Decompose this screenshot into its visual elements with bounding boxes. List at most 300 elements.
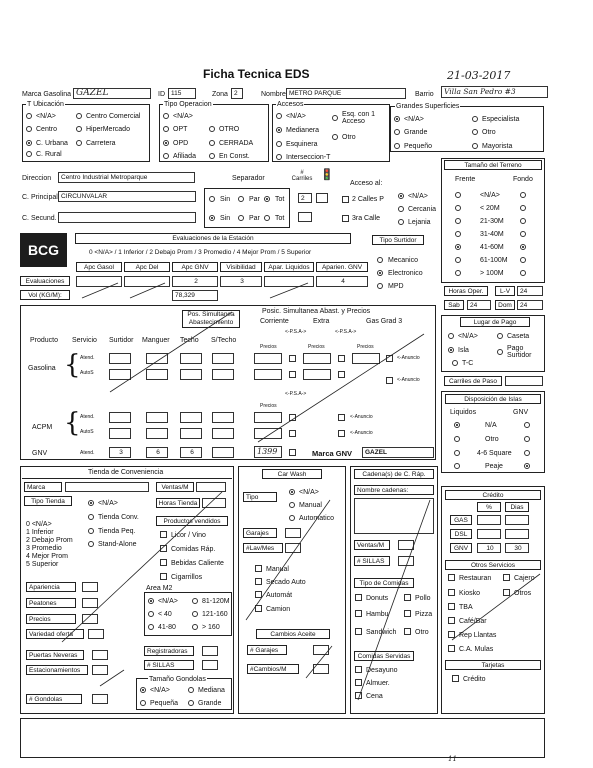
- acpm-atend-1[interactable]: [109, 412, 131, 423]
- acc-esq-radio[interactable]: [332, 115, 338, 121]
- tipo-tienda-label: Tipo Tienda: [24, 496, 72, 506]
- op-cerrada-radio[interactable]: [209, 140, 215, 146]
- isla-liq-0[interactable]: [454, 422, 460, 428]
- gs-na-radio[interactable]: [394, 116, 400, 122]
- prod-bebidas-label: Bebidas Caliente: [171, 560, 224, 567]
- isla-gnv-3[interactable]: [524, 463, 530, 469]
- area-160-radio[interactable]: [192, 624, 198, 630]
- isla-liq-1[interactable]: [454, 436, 460, 442]
- op-const-radio[interactable]: [209, 153, 215, 159]
- gas-price-2[interactable]: [303, 353, 331, 364]
- otros-title: Otros Servicios: [445, 560, 541, 570]
- credito-gas-dias[interactable]: [505, 515, 529, 525]
- c-principal-field[interactable]: CIRCUNVALAR: [58, 191, 196, 202]
- prod-licor-label: Licor / Vino: [171, 532, 206, 539]
- cw-manual-label: Manual: [299, 502, 322, 509]
- eval-col-1: Apc Del: [124, 262, 170, 272]
- cw-lavmes-label: #Lav/Mes: [243, 543, 283, 553]
- id-field[interactable]: 115: [168, 88, 196, 99]
- ubic-rural-radio[interactable]: [26, 151, 32, 157]
- otros-llantas: Rep Llantas: [459, 632, 497, 639]
- gas-anuncio-1: <-Anuncio: [397, 355, 420, 361]
- isla-gnv-1[interactable]: [524, 436, 530, 442]
- terreno-row-6: > 100M: [480, 270, 504, 277]
- op-afiliada-label: Afiliada: [173, 153, 196, 160]
- grandes-title: Grandes Superficies: [396, 103, 460, 110]
- comida-sandwich-check[interactable]: [355, 628, 362, 635]
- neveras-field[interactable]: [92, 650, 108, 660]
- cadenas-nombre-label: Nombre cadenas:: [354, 485, 434, 495]
- cadenas-title: Cadena(s) de C. Ráp.: [354, 469, 434, 479]
- tienda-marca-label: Marca: [24, 482, 62, 492]
- gasgrad-label: Gas Grad 3: [366, 318, 403, 325]
- barrio-field[interactable]: Villa San Pedro #3: [441, 86, 548, 98]
- ubic-carretera-radio[interactable]: [76, 140, 82, 146]
- credito-gnv-dias[interactable]: 30: [505, 543, 529, 553]
- gond-grande-label: Grande: [198, 700, 222, 707]
- acc-otro-label: Otro: [342, 134, 356, 141]
- isla-opt-2: 4-6 Square: [477, 450, 512, 457]
- tienda-stand-radio[interactable]: [88, 541, 94, 547]
- acc-lejania-label: Lejania: [408, 219, 431, 226]
- acpm-check-1[interactable]: [289, 414, 296, 421]
- op-opt-label: OPT: [173, 126, 188, 133]
- sep1-sin-radio[interactable]: [209, 196, 215, 202]
- ubic-centro-radio[interactable]: [26, 126, 32, 132]
- eval-peatones-field[interactable]: [82, 598, 98, 608]
- ngondolas-field[interactable]: [92, 694, 108, 704]
- pago-caseta-label: Caseta: [507, 333, 530, 340]
- op-otro-radio[interactable]: [209, 126, 215, 132]
- cambios-garajes-field[interactable]: [313, 645, 329, 655]
- gas-atend-3[interactable]: [180, 353, 202, 364]
- gas-price-4[interactable]: [254, 369, 282, 380]
- cw-camion-check[interactable]: [255, 605, 262, 612]
- ubic-urbana-radio[interactable]: [26, 140, 32, 146]
- isla-liq-2[interactable]: [454, 450, 460, 456]
- tercera-calle-check[interactable]: [342, 215, 349, 222]
- tienda-na-radio[interactable]: [88, 500, 94, 506]
- area-81-label: 81-120M: [202, 598, 230, 605]
- area-121-label: 121-160: [202, 611, 228, 618]
- carriles2-field[interactable]: [316, 193, 328, 203]
- gas-atend-4[interactable]: [212, 353, 234, 364]
- sab-label: Sab: [444, 300, 464, 310]
- gas-check-5[interactable]: [338, 371, 345, 378]
- separador-label: Separador: [232, 175, 265, 182]
- comida-pizza-check[interactable]: [404, 610, 411, 617]
- op-const-label: En Const.: [219, 153, 250, 160]
- otros-cafe-check[interactable]: [448, 617, 455, 624]
- vol-label: Vol (KG/M):: [20, 290, 70, 300]
- tienda-scale-2: 2 Debajo Prom: [26, 537, 73, 544]
- carriles3-field[interactable]: [298, 212, 312, 222]
- surtidor-mpd-radio[interactable]: [377, 283, 383, 289]
- comida-pizza: Pizza: [415, 611, 433, 618]
- acc-otro-radio[interactable]: [332, 134, 338, 140]
- surtidor-mecanico-radio[interactable]: [377, 257, 383, 263]
- cadenas-nombre-field[interactable]: [354, 498, 434, 534]
- otros-restauran-check[interactable]: [448, 574, 455, 581]
- comida-otro: Otro: [415, 629, 429, 636]
- cadenas-ventas-field[interactable]: [398, 540, 414, 550]
- tienda-conv-radio[interactable]: [88, 514, 94, 520]
- acpm-atend-3[interactable]: [180, 412, 202, 423]
- eval-col-2: Apc GNV: [172, 262, 218, 272]
- gas-check-1[interactable]: [289, 355, 296, 362]
- carwash-title: Car Wash: [262, 469, 322, 479]
- ubic-na-radio[interactable]: [26, 113, 32, 119]
- area-121-radio[interactable]: [192, 611, 198, 617]
- tienda-marca-field[interactable]: [65, 482, 149, 492]
- ubic-cc-radio[interactable]: [76, 113, 82, 119]
- tienda-scale-3: 3 Promedio: [26, 545, 62, 552]
- nombre-field[interactable]: METRO PARQUE: [286, 88, 406, 99]
- gas-autos-1[interactable]: [109, 369, 131, 380]
- surtidor-electronico-radio[interactable]: [377, 270, 383, 276]
- tienda-peq-radio[interactable]: [88, 528, 94, 534]
- gs-grande-radio[interactable]: [394, 129, 400, 135]
- op-na-radio[interactable]: [163, 113, 169, 119]
- carriles-paso-field[interactable]: [505, 376, 543, 386]
- sep2-sin-radio[interactable]: [209, 215, 215, 221]
- prod-licor-check[interactable]: [160, 531, 167, 538]
- cw-garajes-field[interactable]: [285, 528, 301, 538]
- otros-cajero-check[interactable]: [503, 574, 510, 581]
- tb-1[interactable]: [520, 205, 526, 211]
- otros-kiosko: Kiosko: [459, 590, 481, 597]
- gnv-val-1[interactable]: 3: [109, 447, 131, 458]
- op-opd-radio[interactable]: [163, 140, 169, 146]
- acpm-atend-4[interactable]: [212, 412, 234, 423]
- eval-variedad-field[interactable]: [88, 629, 104, 639]
- acc-intersec-label: Interseccion-T: [286, 154, 331, 161]
- tienda-scale-1: 1 Inferior: [26, 529, 54, 536]
- ubic-hiper-radio[interactable]: [76, 126, 82, 132]
- sillas-field[interactable]: [202, 660, 218, 670]
- acc-esquinera-label: Esquinera: [286, 141, 318, 148]
- pago-surtidor-radio[interactable]: [497, 349, 503, 355]
- gas-check-2[interactable]: [338, 355, 345, 362]
- tb-4[interactable]: [520, 244, 526, 250]
- comida-pollo: Pollo: [415, 595, 431, 602]
- acc-na-radio2[interactable]: [398, 193, 404, 199]
- operacion-title: Tipo Operacion: [164, 101, 212, 108]
- c-secund-label: C. Secund.: [22, 215, 57, 222]
- lv-field[interactable]: 24: [517, 286, 543, 296]
- credito-gas-pct[interactable]: [477, 515, 501, 525]
- sep1-tot-label: Tot: [275, 196, 285, 203]
- pago-caseta-radio[interactable]: [497, 333, 503, 339]
- separador-group: [204, 188, 290, 228]
- carriles-field[interactable]: 2: [298, 193, 312, 203]
- op-cerrada-label: CERRADA: [219, 140, 254, 147]
- servida-almuer: Almuer.: [366, 680, 390, 687]
- barrio-label: Barrio: [415, 91, 434, 98]
- tb-2[interactable]: [520, 218, 526, 224]
- area-40-radio[interactable]: [148, 611, 154, 617]
- extra-label: Extra: [313, 318, 330, 325]
- col-producto: Producto: [30, 337, 59, 344]
- tf-2[interactable]: [455, 218, 461, 224]
- credito-dsl-label: DSL: [450, 529, 472, 539]
- gnv-price-check[interactable]: [289, 449, 296, 456]
- col-techo: Techo: [180, 337, 199, 344]
- tf-4[interactable]: [455, 244, 461, 250]
- acc-medianera-radio[interactable]: [276, 127, 282, 133]
- corriente-label: Corriente: [260, 318, 289, 325]
- gas-check-3[interactable]: [386, 355, 393, 362]
- isla-liq-3[interactable]: [454, 463, 460, 469]
- prod-cigarrillos-label: Cigarrillos: [171, 574, 203, 581]
- isla-gnv-0[interactable]: [524, 422, 530, 428]
- area-na-radio[interactable]: [148, 598, 154, 604]
- sep2-par-radio[interactable]: [238, 215, 244, 221]
- estac-label: Estacionamientos: [26, 665, 88, 675]
- gnv-val-2[interactable]: 6: [146, 447, 168, 458]
- marca-field[interactable]: GAZEL: [73, 88, 151, 99]
- cw-automat-check[interactable]: [255, 591, 262, 598]
- islas-title: Disposición de Islas: [445, 394, 541, 404]
- cadenas-sillas-field[interactable]: [398, 556, 414, 566]
- footer-mark: 11: [448, 755, 457, 763]
- isla-opt-0: N/A: [485, 422, 497, 429]
- bcg-logo: BCG: [20, 233, 67, 267]
- gas-atend-2[interactable]: [146, 353, 168, 364]
- cw-secado-check[interactable]: [255, 578, 262, 585]
- precios-label-2: Precios: [308, 344, 325, 350]
- servida-almuer-check[interactable]: [355, 679, 362, 686]
- tf-6[interactable]: [455, 270, 461, 276]
- traffic-light-icon: 🚦: [320, 169, 334, 181]
- gnv-price[interactable]: 1399: [254, 446, 282, 458]
- eval-val-2[interactable]: 2: [172, 276, 218, 287]
- eval-apariencia-field[interactable]: [82, 582, 98, 592]
- nombre-label: Nombre: [261, 91, 286, 98]
- comida-pollo-check[interactable]: [404, 594, 411, 601]
- gs-esp-radio[interactable]: [472, 116, 478, 122]
- tarjetas-credito: Crédito: [463, 676, 486, 683]
- tarjetas-credito-check[interactable]: [452, 675, 459, 682]
- gs-peq-radio[interactable]: [394, 143, 400, 149]
- notes-area[interactable]: [20, 718, 545, 758]
- gond-peq-radio[interactable]: [140, 700, 146, 706]
- credito-title: Crédito: [445, 490, 541, 500]
- gas-price-3[interactable]: [352, 353, 380, 364]
- op-afiliada-radio[interactable]: [163, 153, 169, 159]
- cw-lavmes-field[interactable]: [285, 543, 301, 553]
- tf-0[interactable]: [455, 192, 461, 198]
- terreno-frente-label: Frente: [455, 176, 476, 183]
- acc-medianera-label: Medianera: [286, 127, 320, 134]
- pago-na-label: <N/A>: [458, 333, 478, 340]
- sep1-par-label: Par: [249, 196, 260, 203]
- tienda-ventas-field[interactable]: [196, 482, 226, 492]
- precios-label-1: Precios: [260, 344, 277, 350]
- gond-grande-radio[interactable]: [188, 700, 194, 706]
- acpm-atend-2[interactable]: [146, 412, 168, 423]
- eval-col-5: Aparien. GNV: [316, 262, 368, 272]
- acc-na-radio[interactable]: [276, 113, 282, 119]
- otros-otros: Otros: [514, 590, 532, 597]
- gas-autos-3[interactable]: [180, 369, 202, 380]
- ubic-urbana-label: C. Urbana: [36, 140, 68, 147]
- eval-val-4[interactable]: [264, 276, 314, 287]
- gas-atend-1[interactable]: [109, 353, 131, 364]
- op-opd-label: OPD: [173, 140, 189, 147]
- gnv-val-4[interactable]: [212, 447, 234, 458]
- tienda-peq-label: Tienda Peq.: [98, 528, 136, 535]
- tf-1[interactable]: [455, 205, 461, 211]
- gond-mediana-radio[interactable]: [188, 687, 194, 693]
- comida-otro-check[interactable]: [404, 628, 411, 635]
- isla-gnv-2[interactable]: [524, 450, 530, 456]
- horas-label: Horas Oper.: [444, 286, 488, 296]
- dom-field[interactable]: 24: [517, 300, 543, 310]
- acpm-price-2[interactable]: [254, 428, 282, 439]
- cw-na-radio[interactable]: [289, 489, 295, 495]
- id-label: ID: [158, 91, 165, 98]
- op-opt-radio[interactable]: [163, 126, 169, 132]
- eval-val-5[interactable]: 4: [316, 276, 368, 287]
- acc-cercania-label: Cercania: [408, 206, 437, 213]
- credito-dsl-dias[interactable]: [505, 529, 529, 539]
- servida-cena-check[interactable]: [355, 692, 362, 699]
- pago-tc-radio[interactable]: [452, 360, 458, 366]
- prod-comidas-check[interactable]: [160, 545, 167, 552]
- pago-surtidor-label: Pago Surtidor: [507, 345, 532, 359]
- gs-otro-radio[interactable]: [472, 129, 478, 135]
- acpm-check-2[interactable]: [338, 414, 345, 421]
- servidas-title: Comidas Servidas: [354, 651, 414, 661]
- islas-liquidos-label: Liquidos: [450, 409, 477, 416]
- servida-desayuno-check[interactable]: [355, 666, 362, 673]
- comida-donuts-check[interactable]: [355, 594, 362, 601]
- acpm-price-1[interactable]: [254, 412, 282, 423]
- cambios-cambios-label: #Cambios/M: [247, 664, 299, 674]
- vol-field[interactable]: 78,329: [172, 290, 218, 301]
- acpm-check-3[interactable]: [289, 430, 296, 437]
- comida-hambu-check[interactable]: [355, 610, 362, 617]
- prod-cigarrillos-check[interactable]: [160, 573, 167, 580]
- pago-na-radio[interactable]: [448, 333, 454, 339]
- gas-price-1[interactable]: [254, 353, 282, 364]
- credito-gnv-pct[interactable]: 10: [477, 543, 501, 553]
- cw-manual-radio[interactable]: [289, 502, 295, 508]
- sep1-par-radio[interactable]: [238, 196, 244, 202]
- tb-0[interactable]: [520, 192, 526, 198]
- registradoras-field[interactable]: [202, 646, 218, 656]
- terreno-row-2: 21-30M: [480, 218, 504, 225]
- acc-intersec-radio[interactable]: [276, 154, 282, 160]
- eval-col-3: Visibilidad: [220, 262, 262, 272]
- acc-lejania-radio[interactable]: [398, 219, 404, 225]
- acpm-autos-3[interactable]: [180, 428, 202, 439]
- estac-field[interactable]: [92, 665, 108, 675]
- area-41-radio[interactable]: [148, 624, 154, 630]
- gs-may-radio[interactable]: [472, 143, 478, 149]
- acpm-check-4[interactable]: [338, 430, 345, 437]
- otros-llantas-check[interactable]: [448, 631, 455, 638]
- ubic-hiper-label: HiperMercado: [86, 126, 130, 133]
- area-81-radio[interactable]: [192, 598, 198, 604]
- area-41-label: 41-80: [158, 624, 176, 631]
- sep1-tot-radio[interactable]: [264, 196, 270, 202]
- acc-cercania-radio[interactable]: [398, 206, 404, 212]
- gas-check-4[interactable]: [289, 371, 296, 378]
- gas-autos-2[interactable]: [146, 369, 168, 380]
- acpm-autos-2[interactable]: [146, 428, 168, 439]
- tienda-conv-label: Tienda Conv.: [98, 514, 139, 521]
- carwash-tipo-label: Tipo: [243, 492, 277, 502]
- tb-5[interactable]: [520, 257, 526, 263]
- dos-calles-check[interactable]: [342, 196, 349, 203]
- pago-isla-radio[interactable]: [448, 347, 454, 353]
- direccion-field[interactable]: Centro Industrial Metroparque: [58, 172, 195, 183]
- credito-gnv-label: GNV: [450, 543, 472, 553]
- cambios-cambios-field[interactable]: [313, 664, 329, 674]
- acpm-autos-4[interactable]: [212, 428, 234, 439]
- eval-val-1[interactable]: [124, 276, 170, 287]
- tb-6[interactable]: [520, 270, 526, 276]
- cw-manual-check[interactable]: [255, 565, 262, 572]
- tb-3[interactable]: [520, 231, 526, 237]
- prod-comidas-label: Comidas Ráp.: [171, 546, 216, 553]
- precios-label-4: Precios: [260, 403, 277, 409]
- terreno-row-3: 31-40M: [480, 231, 504, 238]
- otros-otros-check[interactable]: [503, 589, 510, 596]
- terreno-title: Tamaño del Terreno: [444, 160, 542, 170]
- psa-label-3: <-P.S.A->: [285, 391, 307, 397]
- tf-5[interactable]: [455, 257, 461, 263]
- sep2-tot-radio[interactable]: [264, 215, 270, 221]
- gas-price-5[interactable]: [303, 369, 331, 380]
- c-secund-field[interactable]: [58, 212, 196, 223]
- marca-gnv-field[interactable]: GAZEL: [362, 447, 434, 458]
- eval-val-0[interactable]: [76, 276, 122, 287]
- eval-variedad: Variedad oferta: [26, 629, 84, 639]
- eval-precios: Precios: [26, 614, 76, 624]
- gas-anuncio-2: <-Anuncio: [397, 377, 420, 383]
- area-title: Area M2: [146, 585, 173, 592]
- comida-sandwich: Sandwich: [366, 629, 397, 636]
- sab-field[interactable]: 24: [467, 300, 491, 310]
- form-title: Ficha Tecnica EDS: [203, 67, 310, 81]
- eval-val-3[interactable]: 3: [220, 276, 262, 287]
- zona-field[interactable]: 2: [231, 88, 243, 99]
- gasolina-brace: {: [64, 350, 81, 380]
- gond-mediana-label: Mediana: [198, 687, 225, 694]
- otros-mulas-check[interactable]: [448, 645, 455, 652]
- tf-3[interactable]: [455, 231, 461, 237]
- credito-dsl-pct[interactable]: [477, 529, 501, 539]
- acc-esquinera-radio[interactable]: [276, 141, 282, 147]
- gond-na-radio[interactable]: [140, 687, 146, 693]
- cw-auto-radio[interactable]: [289, 515, 295, 521]
- otros-kiosko-check[interactable]: [448, 589, 455, 596]
- gnv-val-3[interactable]: 6: [180, 447, 202, 458]
- gas-autos-4[interactable]: [212, 369, 234, 380]
- gs-may-label: Mayorista: [482, 143, 513, 150]
- eval-col-0: Apc Gasol: [76, 262, 122, 272]
- horas-tienda-field[interactable]: [202, 498, 226, 508]
- eval-precios-field[interactable]: [82, 614, 98, 624]
- acpm-autos-1[interactable]: [109, 428, 131, 439]
- otros-tba-check[interactable]: [448, 603, 455, 610]
- terreno-fondo-label: Fondo: [513, 176, 533, 183]
- gas-check-6[interactable]: [386, 377, 393, 384]
- prod-bebidas-check[interactable]: [160, 559, 167, 566]
